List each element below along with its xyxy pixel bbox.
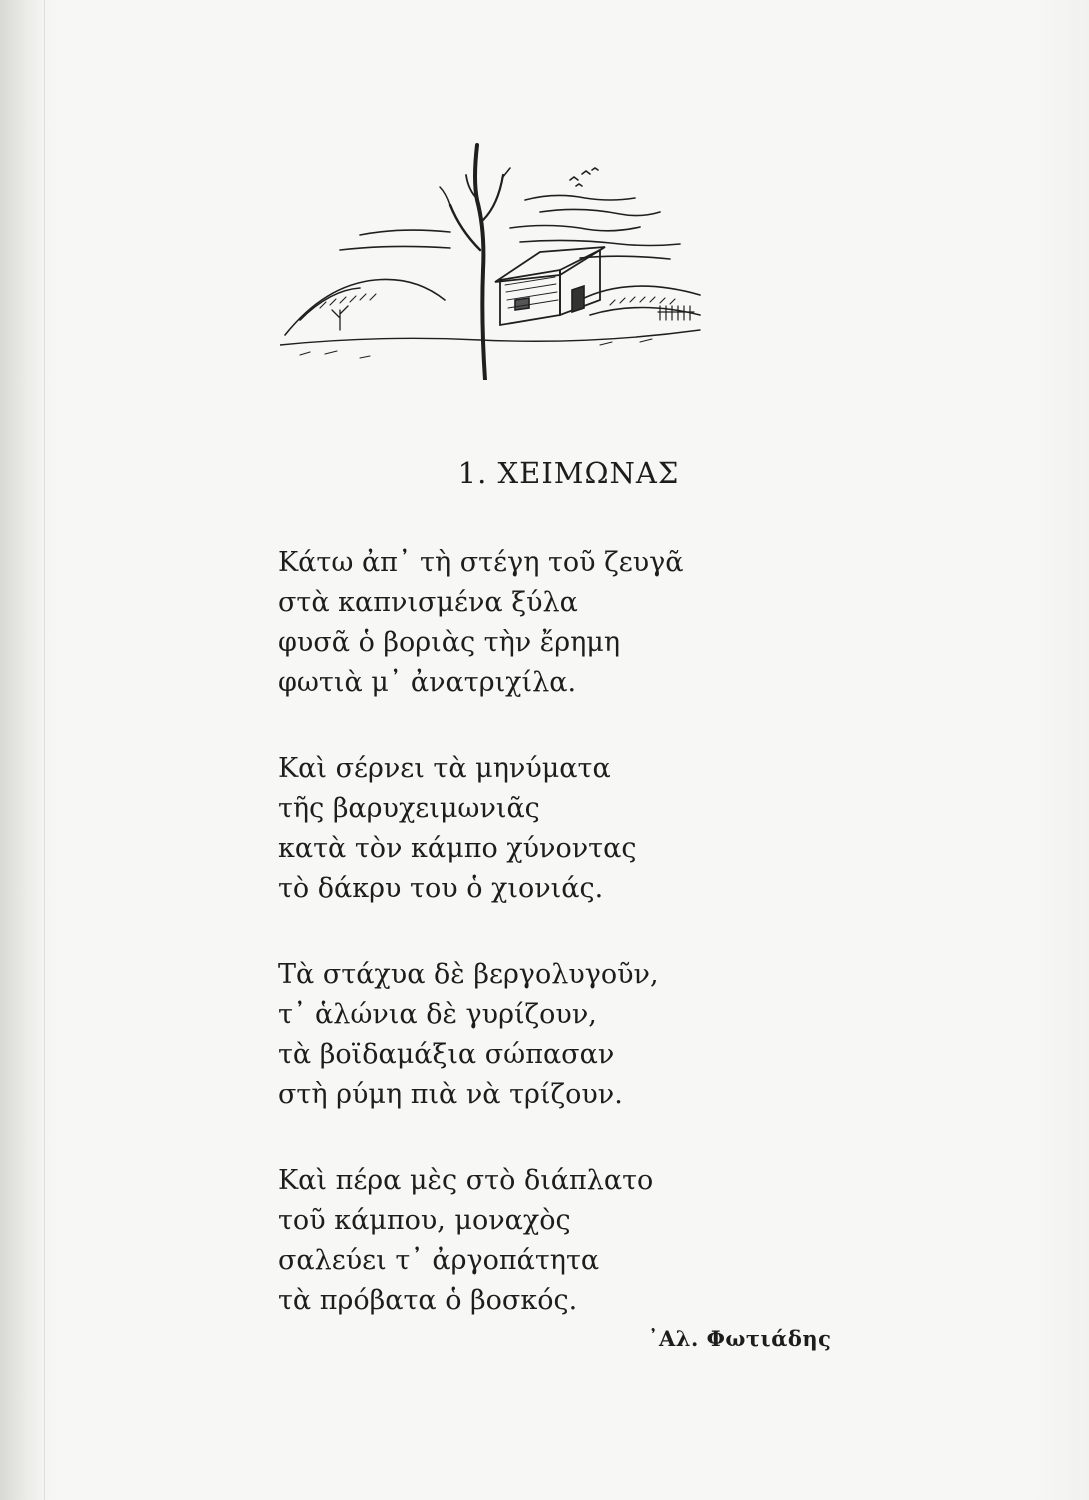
poem-line: Καὶ πέρα μὲς στὸ διάπλατο [278, 1165, 654, 1196]
poem-title: 1. ΧΕΙΜΩΝΑΣ [457, 456, 680, 490]
cloud-stroke [580, 256, 670, 259]
poem-line: στὰ καπνισμένα ξύλα [278, 587, 578, 618]
ground-marks [300, 339, 652, 358]
house-door [572, 286, 584, 312]
hill-line [580, 286, 700, 300]
tree-branch [483, 175, 503, 220]
cloud-stroke [520, 240, 680, 245]
poem-line: σαλεύει τ᾽ ἀργοπάτητα [278, 1245, 600, 1276]
cloud-stroke [540, 209, 660, 215]
poem-line: φυσᾶ ὁ βοριὰς τὴν ἔρημη [278, 627, 621, 658]
poem-line: φωτιὰ μ᾽ ἀνατριχίλα. [278, 667, 577, 698]
tree-branch [502, 168, 510, 178]
poem-stanza-1 [278, 543, 778, 703]
winter-landscape-illustration [280, 140, 705, 380]
poem-line: Τὰ στάχυα δὲ βεργολυγοῦν, [278, 959, 659, 990]
ground-line [280, 330, 700, 345]
hill-line [300, 288, 360, 320]
book-spine-shadow [0, 0, 45, 1500]
hill-line [285, 279, 445, 335]
poem-stanza-2 [278, 749, 778, 909]
cloud-stroke [340, 246, 450, 250]
poem-body [278, 543, 778, 1367]
poem-line: τοῦ κάμπου, μοναχὸς [278, 1205, 571, 1236]
poem-stanza-4 [278, 1161, 778, 1321]
cloud-stroke [525, 195, 635, 200]
bird-icon [582, 171, 590, 174]
poem-line: Κάτω ἀπ᾽ τὴ στέγη τοῦ ζευγᾶ [278, 547, 684, 578]
hill-hatching [610, 297, 675, 305]
bird-icon [576, 184, 582, 186]
tree-trunk [475, 145, 485, 380]
house-wall-texture [505, 277, 558, 308]
cloud-stroke [510, 226, 640, 231]
cloud-stroke [360, 230, 450, 235]
tree-branch [440, 187, 450, 205]
house-window [515, 298, 529, 310]
tree-branch [450, 205, 480, 250]
poem-stanza-3 [278, 955, 778, 1115]
poem-line: τῆς βαρυχειμωνιᾶς [278, 793, 540, 824]
poem-line: στὴ ρύμη πιὰ νὰ τρίζουν. [278, 1079, 623, 1110]
poem-line: Καὶ σέρνει τὰ μηνύματα [278, 753, 611, 784]
poem-line: τὰ βοϊδαμάξια σώπασαν [278, 1039, 615, 1070]
bird-icon [570, 177, 578, 180]
poem-line: κατὰ τὸν κάμπο χύνοντας [278, 833, 637, 864]
house-roof [495, 247, 605, 282]
bird-icon [592, 168, 598, 170]
poem-author: ᾽Αλ. Φωτιάδης [648, 1326, 832, 1351]
small-tree [332, 306, 348, 330]
poem-line: τ᾽ ἁλώνια δὲ γυρίζουν, [278, 999, 597, 1030]
poem-line: τὰ πρόβατα ὁ βοσκός. [278, 1285, 578, 1316]
poem-line: τὸ δάκρυ του ὁ χιονιάς. [278, 873, 604, 904]
